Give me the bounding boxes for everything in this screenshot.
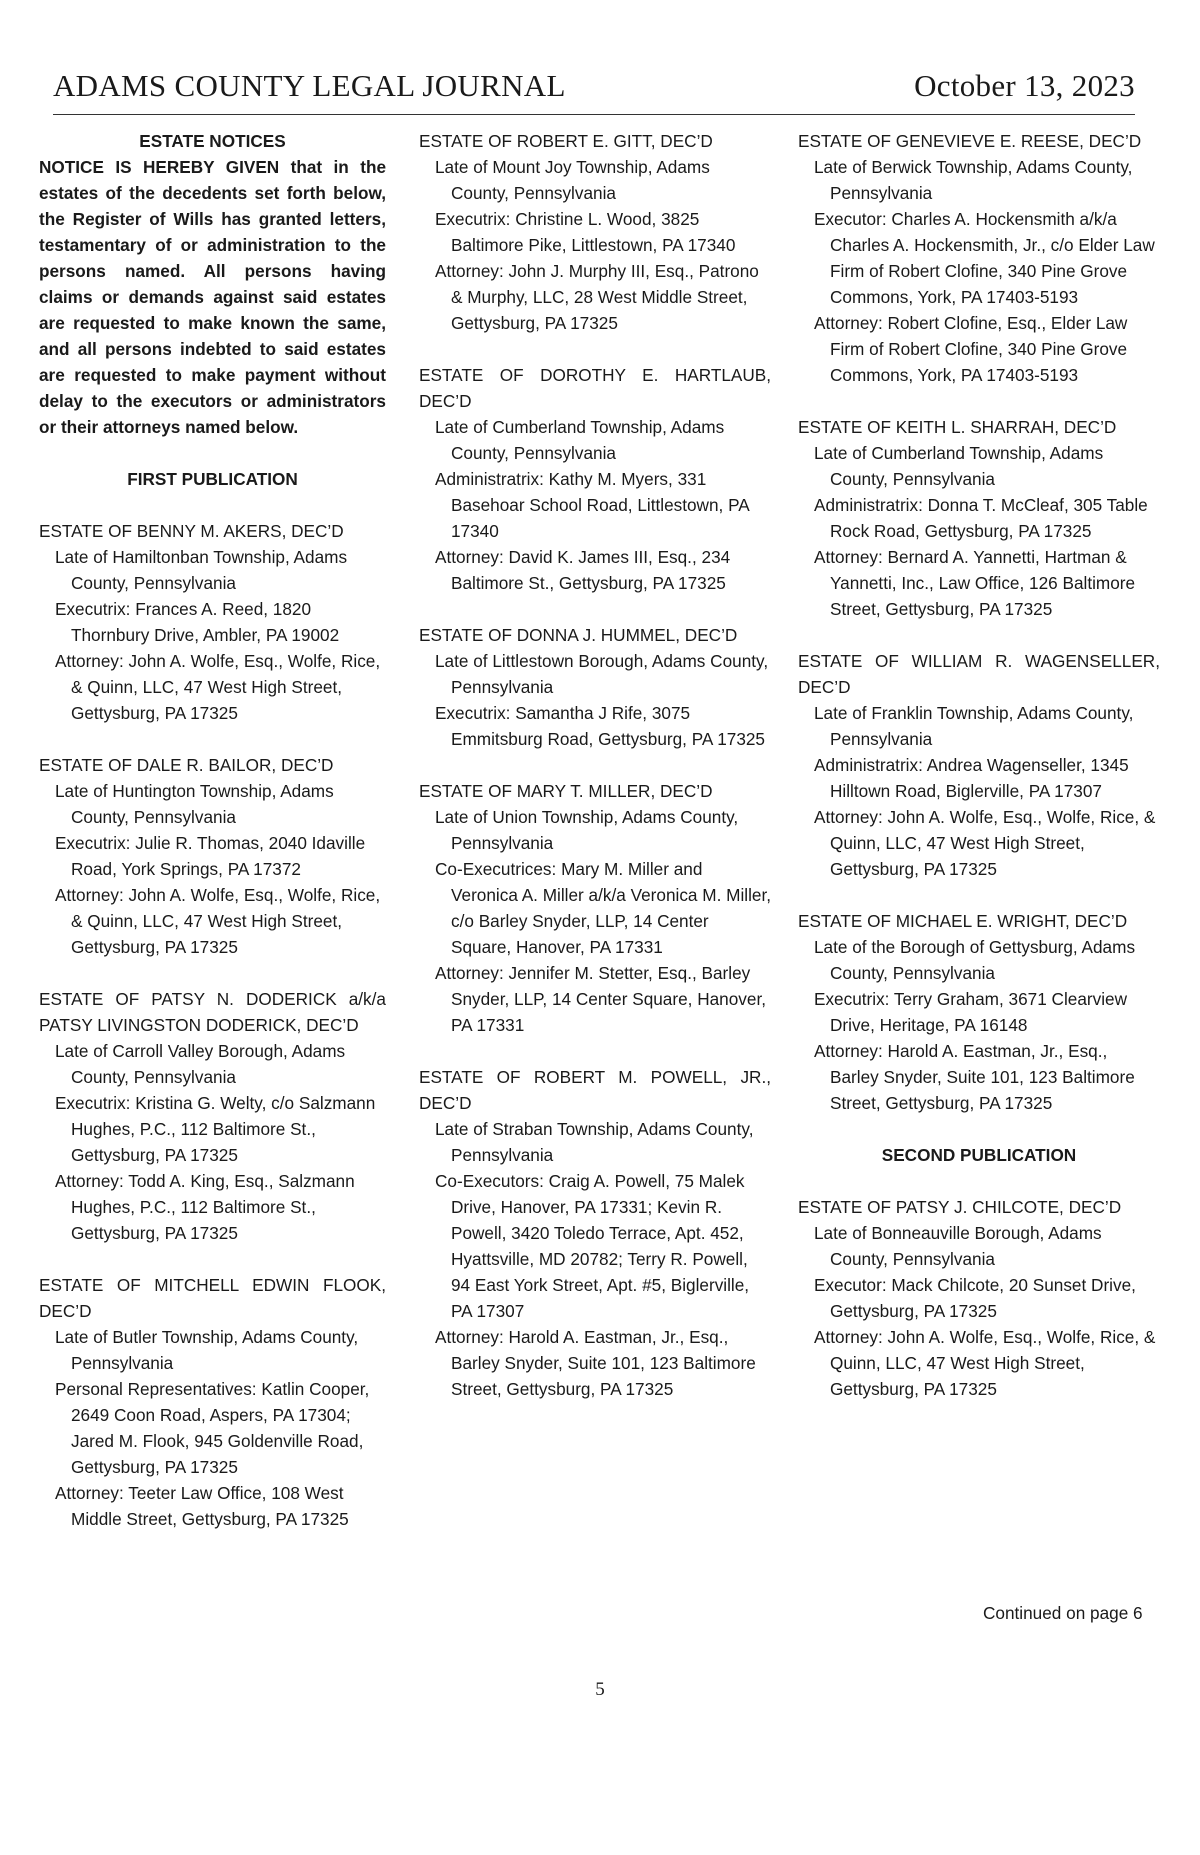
estate-entry xyxy=(798,128,1160,414)
estate-detail: Executrix: Frances A. Reed, 1820 Thornbury Drive, Ambler, PA 19002 xyxy=(55,599,340,645)
journal-title: ADAMS COUNTY LEGAL JOURNAL xyxy=(53,68,566,103)
estate-entry xyxy=(39,752,386,986)
section-heading-estate-notices: ESTATE NOTICES xyxy=(139,131,286,151)
estate-detail: Attorney: Harold A. Eastman, Jr., Esq., Barley Snyder, Suite 101, 123 Baltimore Street, Gettysburg, PA 17325 xyxy=(435,1327,756,1399)
estate-entry xyxy=(39,1272,386,1558)
estate-detail: Late of Carroll Valley Borough, Adams County, Pennsylvania xyxy=(55,1041,346,1087)
estate-detail: Executor: Charles A. Hockensmith a/k/a Charles A. Hockensmith, Jr., c/o Elder Law Firm of Robert Clofine, 340 Pine Grove Commons, York, PA 17403-5193 xyxy=(814,209,1155,307)
estate-detail: Late of Straban Township, Adams County, Pennsylvania xyxy=(435,1119,754,1165)
estate-detail: Late of Union Township, Adams County, Pennsylvania xyxy=(435,807,739,853)
estate-detail: Late of Mount Joy Township, Adams County, Pennsylvania xyxy=(435,157,710,203)
estate-detail: Attorney: John A. Wolfe, Esq., Wolfe, Rice, & Quinn, LLC, 47 West High Street, Gettysburg, PA 17325 xyxy=(814,807,1156,879)
estate-detail: Personal Representatives: Katlin Cooper, 2649 Coon Road, Aspers, PA 17304; Jared M. Flook, 945 Goldenville Road, Gettysburg, PA 17325 xyxy=(55,1379,370,1477)
estate-name: ESTATE OF DOROTHY E. HARTLAUB, DEC’D xyxy=(419,365,771,411)
estate-detail: Co-Executors: Craig A. Powell, 75 Malek Drive, Hanover, PA 17331; Kevin R. Powell, 3420 Toledo Terrace, Apt. 452, Hyattsville, MD 20782; Terry R. Powell, 94 East York Street, Apt. #5, Biglerville, PA 17307 xyxy=(435,1171,750,1321)
second-publication-heading: SECOND PUBLICATION xyxy=(881,1145,1077,1165)
page-number: 5 xyxy=(595,1679,605,1700)
estate-entry xyxy=(798,1194,1160,1428)
estate-entry xyxy=(419,362,771,622)
estate-entry xyxy=(419,1064,771,1428)
estate-detail: Administratrix: Kathy M. Myers, 331 Basehoar School Road, Littlestown, PA 17340 xyxy=(435,469,749,541)
estate-name: ESTATE OF ROBERT M. POWELL, JR., DEC’D xyxy=(419,1067,771,1113)
estate-name: ESTATE OF WILLIAM R. WAGENSELLER, DEC’D xyxy=(798,651,1160,697)
estate-detail: Late of Littlestown Borough, Adams County, Pennsylvania xyxy=(435,651,769,697)
estate-detail: Executrix: Samantha J Rife, 3075 Emmitsburg Road, Gettysburg, PA 17325 xyxy=(435,703,765,749)
estate-list-column-3-second xyxy=(798,1194,1160,1428)
column-3 xyxy=(798,128,1160,1428)
estate-entry xyxy=(798,414,1160,648)
estate-detail: Late of Bonneauville Borough, Adams County, Pennsylvania xyxy=(814,1223,1102,1269)
estate-name: ESTATE OF MICHAEL E. WRIGHT, DEC’D xyxy=(798,911,1128,931)
estate-detail: Attorney: Todd A. King, Esq., Salzmann Hughes, P.C., 112 Baltimore St., Gettysburg, PA 17325 xyxy=(55,1171,355,1243)
estate-name: ESTATE OF DONNA J. HUMMEL, DEC’D xyxy=(419,625,738,645)
estate-name: ESTATE OF GENEVIEVE E. REESE, DEC’D xyxy=(798,131,1142,151)
continued-note: Continued on page 6 xyxy=(983,1603,1143,1623)
estate-detail: Administratrix: Donna T. McCleaf, 305 Table Rock Road, Gettysburg, PA 17325 xyxy=(814,495,1148,541)
estate-name: ESTATE OF DALE R. BAILOR, DEC’D xyxy=(39,755,334,775)
estate-detail: Executrix: Christine L. Wood, 3825 Baltimore Pike, Littlestown, PA 17340 xyxy=(435,209,736,255)
estate-entry xyxy=(798,908,1160,1142)
estate-detail: Late of Berwick Township, Adams County, Pennsylvania xyxy=(814,157,1133,203)
issue-date: October 13, 2023 xyxy=(914,68,1135,103)
estate-name: ESTATE OF MARY T. MILLER, DEC’D xyxy=(419,781,713,801)
estate-detail: Attorney: John A. Wolfe, Esq., Wolfe, Rice, & Quinn, LLC, 47 West High Street, Gettysburg, PA 17325 xyxy=(814,1327,1156,1399)
estate-detail: Attorney: Bernard A. Yannetti, Hartman & Yannetti, Inc., Law Office, 126 Baltimore Street, Gettysburg, PA 17325 xyxy=(814,547,1136,619)
estate-entry xyxy=(39,986,386,1272)
estate-detail: Attorney: John J. Murphy III, Esq., Patrono & Murphy, LLC, 28 West Middle Street, Gettysburg, PA 17325 xyxy=(435,261,759,333)
estate-list-column-3 xyxy=(798,128,1160,1142)
estate-detail: Late of Franklin Township, Adams County, Pennsylvania xyxy=(814,703,1134,749)
estate-detail: Executrix: Terry Graham, 3671 Clearview Drive, Heritage, PA 16148 xyxy=(814,989,1127,1035)
estate-entry xyxy=(419,622,771,778)
estate-detail: Co-Executrices: Mary M. Miller and Veronica A. Miller a/k/a Veronica M. Miller, c/o Barley Snyder, LLP, 14 Center Square, Hanover, PA 17331 xyxy=(435,859,772,957)
estate-name: ESTATE OF BENNY M. AKERS, DEC’D xyxy=(39,521,344,541)
estate-list-column-2 xyxy=(419,128,771,1428)
page-header xyxy=(53,62,1135,115)
estate-name: ESTATE OF PATSY J. CHILCOTE, DEC’D xyxy=(798,1197,1122,1217)
estate-entry xyxy=(39,518,386,752)
estate-detail: Late of Cumberland Township, Adams County, Pennsylvania xyxy=(435,417,725,463)
estate-detail: Attorney: David K. James III, Esq., 234 Baltimore St., Gettysburg, PA 17325 xyxy=(435,547,731,593)
estate-detail: Attorney: John A. Wolfe, Esq., Wolfe, Rice, & Quinn, LLC, 47 West High Street, Gettysburg, PA 17325 xyxy=(55,885,381,957)
estate-detail: Late of Huntington Township, Adams County, Pennsylvania xyxy=(55,781,334,827)
estate-entry xyxy=(419,128,771,362)
estate-detail: Executor: Mack Chilcote, 20 Sunset Drive, Gettysburg, PA 17325 xyxy=(814,1275,1136,1321)
estate-detail: Late of Butler Township, Adams County, Pennsylvania xyxy=(55,1327,359,1373)
estate-name: ESTATE OF PATSY N. DODERICK a/k/a PATSY LIVINGSTON DODERICK, DEC’D xyxy=(39,989,386,1035)
estate-name: ESTATE OF ROBERT E. GITT, DEC’D xyxy=(419,131,713,151)
estate-detail: Late of Cumberland Township, Adams County, Pennsylvania xyxy=(814,443,1104,489)
notice-paragraph: NOTICE IS HEREBY GIVEN that in the estates of the decedents set forth below, the Register of Wills has granted letters, testamentary of or administration to the persons named. All persons having claims or demands against said estates are requested to make known the same, and all persons indebted to said estates are requested to make payment without delay to the executors or administrators or their attorneys named below. xyxy=(39,157,386,437)
first-publication-heading: FIRST PUBLICATION xyxy=(127,469,298,489)
column-2 xyxy=(419,128,771,1428)
estate-detail: Executrix: Kristina G. Welty, c/o Salzmann Hughes, P.C., 112 Baltimore St., Gettysburg, PA 17325 xyxy=(55,1093,376,1165)
column-1 xyxy=(39,128,386,1558)
estate-detail: Late of the Borough of Gettysburg, Adams County, Pennsylvania xyxy=(814,937,1136,983)
estate-name: ESTATE OF MITCHELL EDWIN FLOOK, DEC’D xyxy=(39,1275,386,1321)
estate-detail: Late of Hamiltonban Township, Adams County, Pennsylvania xyxy=(55,547,348,593)
estate-detail: Attorney: Teeter Law Office, 108 West Middle Street, Gettysburg, PA 17325 xyxy=(55,1483,349,1529)
estate-detail: Attorney: John A. Wolfe, Esq., Wolfe, Rice, & Quinn, LLC, 47 West High Street, Gettysburg, PA 17325 xyxy=(55,651,381,723)
estate-detail: Attorney: Jennifer M. Stetter, Esq., Barley Snyder, LLP, 14 Center Square, Hanover, PA 17331 xyxy=(435,963,766,1035)
estate-detail: Attorney: Robert Clofine, Esq., Elder Law Firm of Robert Clofine, 340 Pine Grove Commons, York, PA 17403-5193 xyxy=(814,313,1128,385)
estate-detail: Administratrix: Andrea Wagenseller, 1345 Hilltown Road, Biglerville, PA 17307 xyxy=(814,755,1129,801)
estate-entry xyxy=(419,778,771,1064)
estate-detail: Executrix: Julie R. Thomas, 2040 Idaville Road, York Springs, PA 17372 xyxy=(55,833,366,879)
estate-name: ESTATE OF KEITH L. SHARRAH, DEC’D xyxy=(798,417,1117,437)
estate-entry xyxy=(798,648,1160,908)
estate-list-column-1 xyxy=(39,518,386,1558)
estate-detail: Attorney: Harold A. Eastman, Jr., Esq., Barley Snyder, Suite 101, 123 Baltimore Street, Gettysburg, PA 17325 xyxy=(814,1041,1135,1113)
